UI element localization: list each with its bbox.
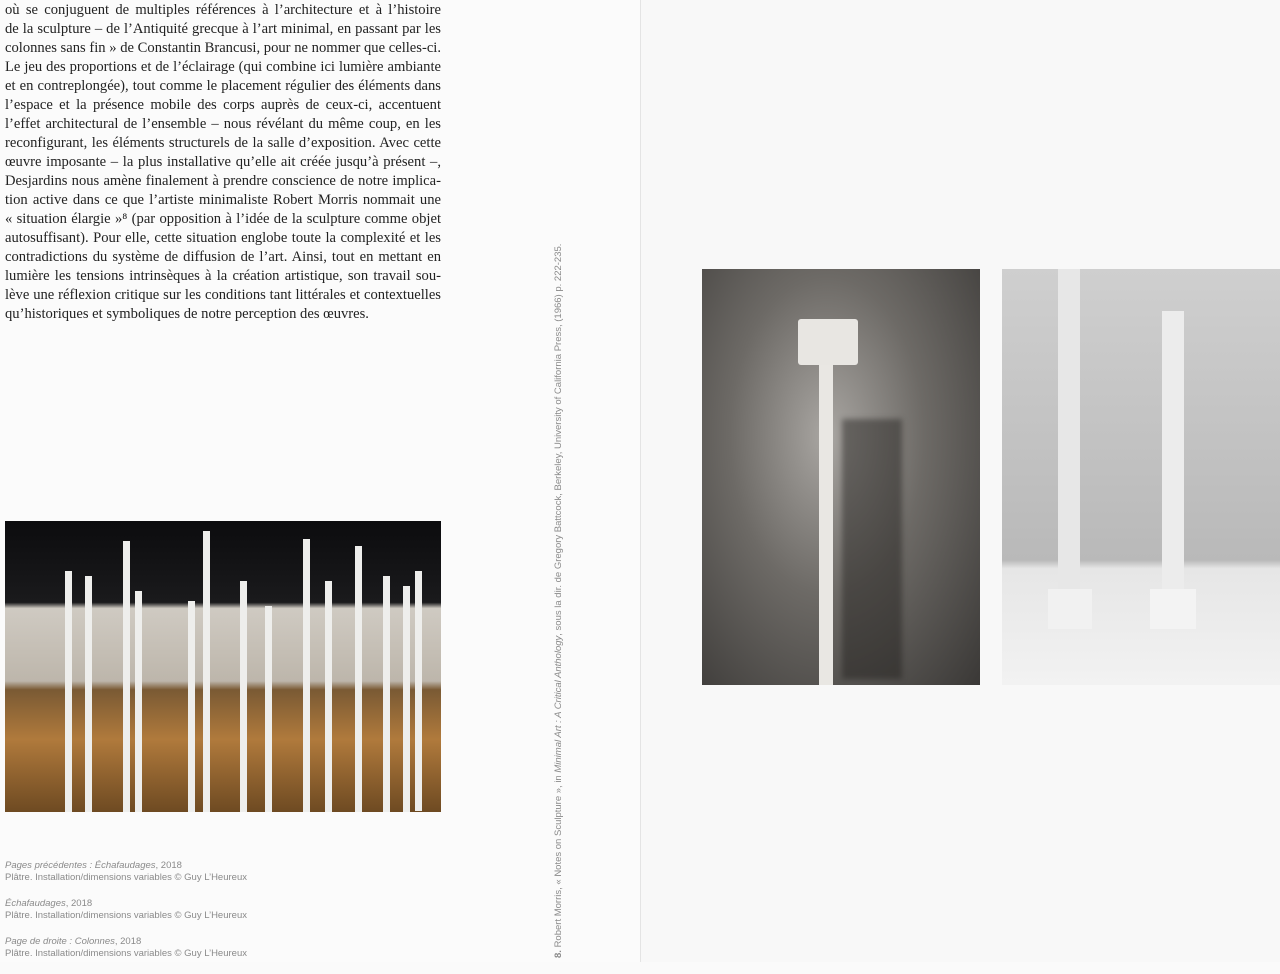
body-text-line: colonnes sans fin » de Constantin Brancusi, pour ne nommer que celles-ci. [5, 40, 441, 56]
column-pole [303, 539, 310, 812]
body-text-line: reconfigurant, les éléments structurels de la salle d’exposition. Avec cette [5, 135, 441, 151]
column-pole [240, 581, 247, 812]
body-text-line: tion active dans ce que l’artiste minimaliste Robert Morris nommait une [5, 192, 441, 208]
footnote-title: Minimal Art : A Critical Anthology [553, 635, 564, 773]
photo-column-capital [702, 269, 980, 685]
footnote-text-end: , sous la dir. de Gregory Battcock, Berkeley, University of California Press, (1966) p. 222-235. [553, 243, 564, 636]
body-text-line: autosuffisant). Pour elle, cette situation englobe toute la complexité et les [5, 230, 441, 246]
body-text-line: l’espace et la présence mobile des corps auprès de ceux-ci, accentuent [5, 97, 441, 113]
body-text-line: « situation élargie »⁸ (par opposition à l’idée de la sculpture comme objet [5, 211, 441, 227]
column-pole [123, 541, 130, 812]
caption-title: Page de droite : Colonnes [5, 936, 115, 947]
caption [5, 936, 247, 960]
caption-year: , 2018 [114, 936, 142, 947]
captions [5, 860, 247, 974]
caption-title: Pages précédentes : Échafaudages [5, 860, 156, 871]
column-pole [403, 586, 410, 812]
caption-credit: Plâtre. Installation/dimensions variables © Guy L’Heureux [5, 872, 247, 883]
column-pole [135, 591, 142, 812]
column-pole [188, 601, 195, 812]
body-text [5, 1, 441, 324]
body-text-line: œuvre imposante – la plus installative qu’elle ait créée jusqu’à présent –, [5, 154, 441, 170]
column-pole [325, 581, 332, 812]
caption-year: , 2018 [155, 860, 182, 871]
caption-credit: Plâtre. Installation/dimensions variables © Guy L’Heureux [5, 948, 247, 959]
column-pole [415, 571, 422, 811]
caption-credit: Plâtre. Installation/dimensions variables © Guy L’Heureux [5, 910, 247, 921]
footnote-vertical [553, 244, 564, 958]
column-pole [383, 576, 390, 812]
caption-title: Échafaudages [5, 898, 66, 909]
footnote-text: Robert Morris, « Notes on Sculpture », in [553, 772, 564, 951]
left-page [0, 0, 640, 962]
column-pole [203, 531, 210, 812]
body-text-line: où se conjuguent de multiples références à l’architecture et à l’histoire [5, 2, 441, 18]
column-pole [65, 571, 72, 812]
caption [5, 860, 247, 884]
photo-echafaudages-installation [5, 521, 441, 812]
footnote-number: 8. [553, 950, 564, 958]
caption-year: , 2018 [65, 898, 93, 909]
column-pole [355, 546, 362, 812]
column-shadow [842, 419, 902, 679]
photo-colonnes [1002, 269, 1280, 685]
body-text-line: et en contreplongée), tout comme le placement régulier des éléments dans [5, 78, 441, 94]
body-text-line: lève une réflexion critique sur les conditions tant littérales et contextuelles [5, 287, 441, 303]
body-text-line: Desjardins nous amène finalement à prendre conscience de notre implica- [5, 173, 441, 189]
column-pole [85, 576, 92, 812]
body-text-line: contradictions du système de diffusion de l’art. Ainsi, tout en mettant en [5, 249, 441, 265]
column-shaft [819, 365, 833, 685]
caption [5, 898, 247, 922]
body-text-line: lumière les tensions intrinsèques à la création artistique, son travail sou- [5, 268, 441, 284]
column-left [1058, 269, 1080, 589]
body-text-line: l’effet architectural de l’ensemble – nous révélant du même coup, en les [5, 116, 441, 132]
body-text-line: Le jeu des proportions et de l’éclairage (qui combine ici lumière ambiante [5, 59, 441, 75]
column-base-left [1048, 589, 1092, 629]
column-right [1162, 311, 1184, 591]
capital-shape [798, 319, 858, 365]
column-pole [265, 606, 272, 812]
column-base-right [1150, 589, 1196, 629]
body-text-line: qu’historiques et symboliques de notre perception des œuvres. [5, 306, 369, 322]
body-text-line: de la sculpture – de l’Antiquité grecque à l’art minimal, en passant par les [5, 21, 441, 37]
